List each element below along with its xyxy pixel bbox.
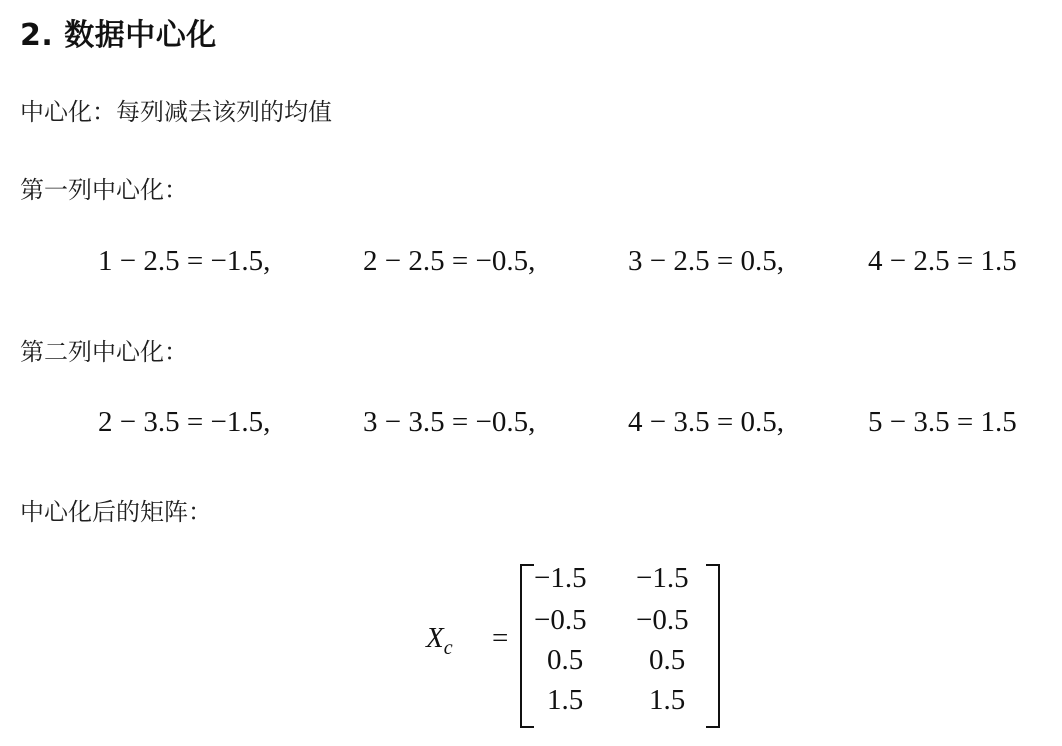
- matrix-cell-r2c1: −0.5: [534, 604, 587, 636]
- col2-eq-4: 5 − 3.5 = 1.5: [868, 406, 1017, 438]
- col1-eq-4: 4 − 2.5 = 1.5: [868, 245, 1017, 277]
- right-bracket: [706, 564, 720, 728]
- matrix-cell-r1c1: −1.5: [534, 562, 587, 594]
- matrix-subscript: c: [443, 636, 453, 659]
- matrix-cell-r4c1: 1.5: [547, 684, 584, 716]
- col1-label: 第一列中心化：: [20, 176, 188, 204]
- matrix-cell-r4c2: 1.5: [649, 684, 686, 716]
- matrix-cell-r3c1: 0.5: [547, 644, 584, 676]
- matrix-cell-r3c2: 0.5: [649, 644, 686, 676]
- matrix-symbol: $X_c$: [426, 622, 453, 659]
- col2-eq-3: 4 − 3.5 = 0.5,: [628, 406, 784, 438]
- matrix-cell-r1c2: −1.5: [636, 562, 689, 594]
- left-bracket: [520, 564, 534, 728]
- col1-eq-2: 2 − 2.5 = −0.5,: [363, 245, 536, 277]
- matrix-cell-r2c2: −0.5: [636, 604, 689, 636]
- col1-eq-1: 1 − 2.5 = −1.5,: [98, 245, 271, 277]
- col2-eq-1: 2 − 3.5 = −1.5,: [98, 406, 271, 438]
- intro-text: 中心化：每列减去该列的均值: [20, 98, 332, 126]
- col1-equations: [0, 245, 1062, 285]
- matrix-label: 中心化后的矩阵：: [20, 498, 212, 526]
- col2-equations: [0, 406, 1062, 446]
- col2-eq-2: 3 − 3.5 = −0.5,: [363, 406, 536, 438]
- section-heading: 2. 数据中心化: [20, 18, 217, 53]
- col1-eq-3: 3 − 2.5 = 0.5,: [628, 245, 784, 277]
- centered-matrix: [420, 560, 730, 728]
- matrix-equals: =: [492, 622, 509, 654]
- col2-label: 第二列中心化：: [20, 338, 188, 366]
